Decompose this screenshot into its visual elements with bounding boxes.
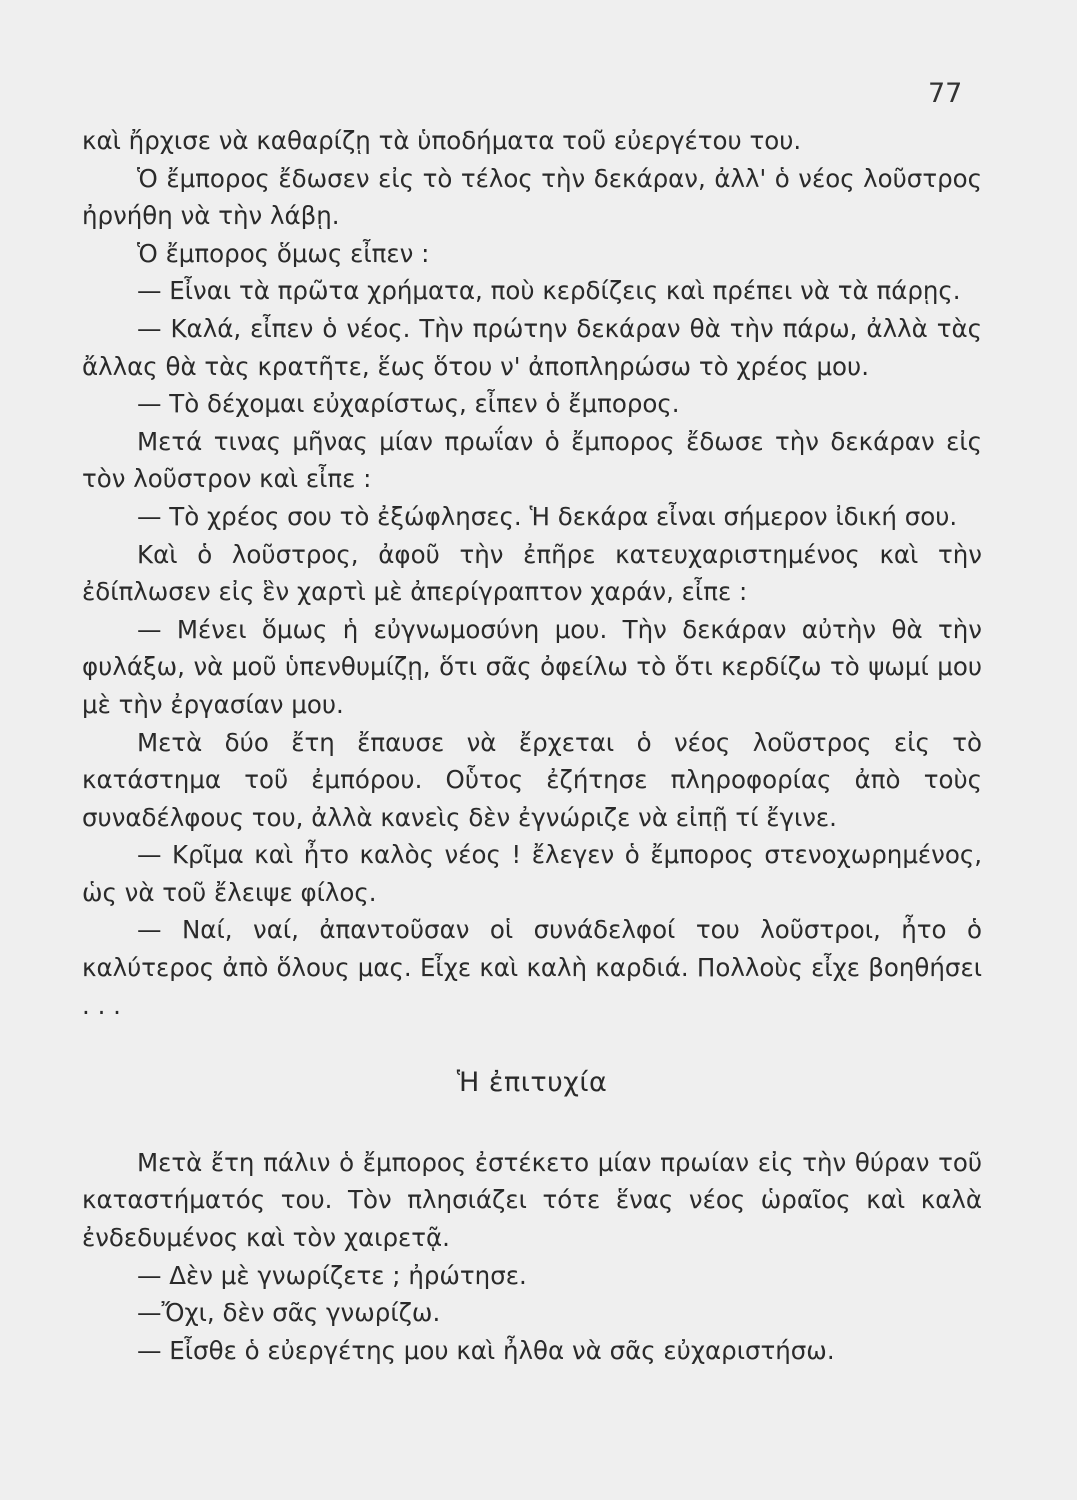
paragraph: — Εἶναι τὰ πρῶτα χρήματα, ποὺ κερδίζεις καὶ πρέπει νὰ τὰ πάρῃς. xyxy=(137,276,961,306)
paragraph: — Εἶσθε ὁ εὐεργέτης μου καὶ ἦλθα νὰ σᾶς εὐχαριστήσω. xyxy=(137,1335,835,1365)
paragraph: — Τὸ χρέος σου τὸ ἐξώφλησες. Ἡ δεκάρα εἶναι σήμερον ἰδική σου. xyxy=(137,501,958,531)
paragraph: Ὁ ἔμπορος ὅμως εἶπεν : xyxy=(137,238,430,268)
paragraph: — Ναί, ναί, ἀπαντοῦσαν οἱ συνάδελφοί του λοῦστροι, ἦτο ὁ καλύτερος ἀπὸ ὅλους μας. Εἶχε καὶ καλὴ καρδιά. Πολλοὺς εἶχε βοηθήσει . . . xyxy=(82,915,982,1020)
paragraph: καὶ ἤρχισε νὰ καθαρίζῃ τὰ ὑποδήματα τοῦ εὐεργέτου του. xyxy=(82,126,802,155)
paragraph: —Ὄχι, δὲν σᾶς γνωρίζω. xyxy=(137,1298,441,1328)
paragraph: — Τὸ δέχομαι εὐχαρίστως, εἶπεν ὁ ἔμπορος. xyxy=(137,389,680,419)
section-title: Ἡ ἐπιτυχία xyxy=(456,1067,608,1099)
page-body xyxy=(82,122,982,1369)
paragraph: — Κρῖμα καὶ ἦτο καλὸς νέος ! ἔλεγεν ὁ ἔμπορος στενοχωρημένος, ὡς νὰ τοῦ ἔλειψε φίλος. xyxy=(82,840,982,907)
paragraph: Μετὰ ἔτη πάλιν ὁ ἔμπορος ἐστέκετο μίαν πρωίαν εἰς τὴν θύραν τοῦ καταστήματός του. Τὸν πλησιάζει τότε ἕνας νέος ὡραῖος καὶ καλὰ ἐνδεδυμένος καὶ τὸν χαιρετᾷ. xyxy=(82,1147,982,1253)
paragraph: — Δὲν μὲ γνωρίζετε ; ἠρώτησε. xyxy=(137,1260,527,1290)
page-number: 77 xyxy=(928,78,963,109)
paragraph: Μετὰ δύο ἔτη ἔπαυσε νὰ ἔρχεται ὁ νέος λοῦστρος εἰς τὸ κατάστημα τοῦ ἐμπόρου. Οὗτος ἐζήτησε πληροφορίας ἀπὸ τοὺς συναδέλφους του, ἀλλὰ κανεὶς δὲν ἐγνώριζε νὰ εἰπῇ τί ἔγινε. xyxy=(82,727,982,832)
paragraph: Μετά τινας μῆνας μίαν πρωΐαν ὁ ἔμπορος ἔδωσε τὴν δεκάραν εἰς τὸν λοῦστρον καὶ εἶπε : xyxy=(82,426,982,494)
paragraph: — Καλά, εἶπεν ὁ νέος. Τὴν πρώτην δεκάραν θὰ τὴν πάρω, ἀλλὰ τὰς ἄλλας θὰ τὰς κρατῆτε, ἕως ὅτου ν' ἀποπληρώσω τὸ χρέος μου. xyxy=(82,313,982,381)
paragraph: Καὶ ὁ λοῦστρος, ἀφοῦ τὴν ἐπῆρε κατευχαριστημένος καὶ τὴν ἐδίπλωσεν εἰς ἓν χαρτὶ μὲ ἀπερίγραπτον χαράν, εἶπε : xyxy=(82,539,982,607)
paragraph: — Μένει ὅμως ἡ εὐγνωμοσύνη μου. Τὴν δεκάραν αὐτὴν θὰ τὴν φυλάξω, νὰ μοῦ ὑπενθυμίζῃ, ὅτι σᾶς ὀφείλω τὸ ὅτι κερδίζω τὸ ψωμί μου μὲ τὴν ἐργασίαν μου. xyxy=(82,614,982,719)
paragraph: Ὁ ἔμπορος ἔδωσεν εἰς τὸ τέλος τὴν δεκάραν, ἀλλ' ὁ νέος λοῦστρος ἠρνήθη νὰ τὴν λάβῃ. xyxy=(82,163,982,231)
